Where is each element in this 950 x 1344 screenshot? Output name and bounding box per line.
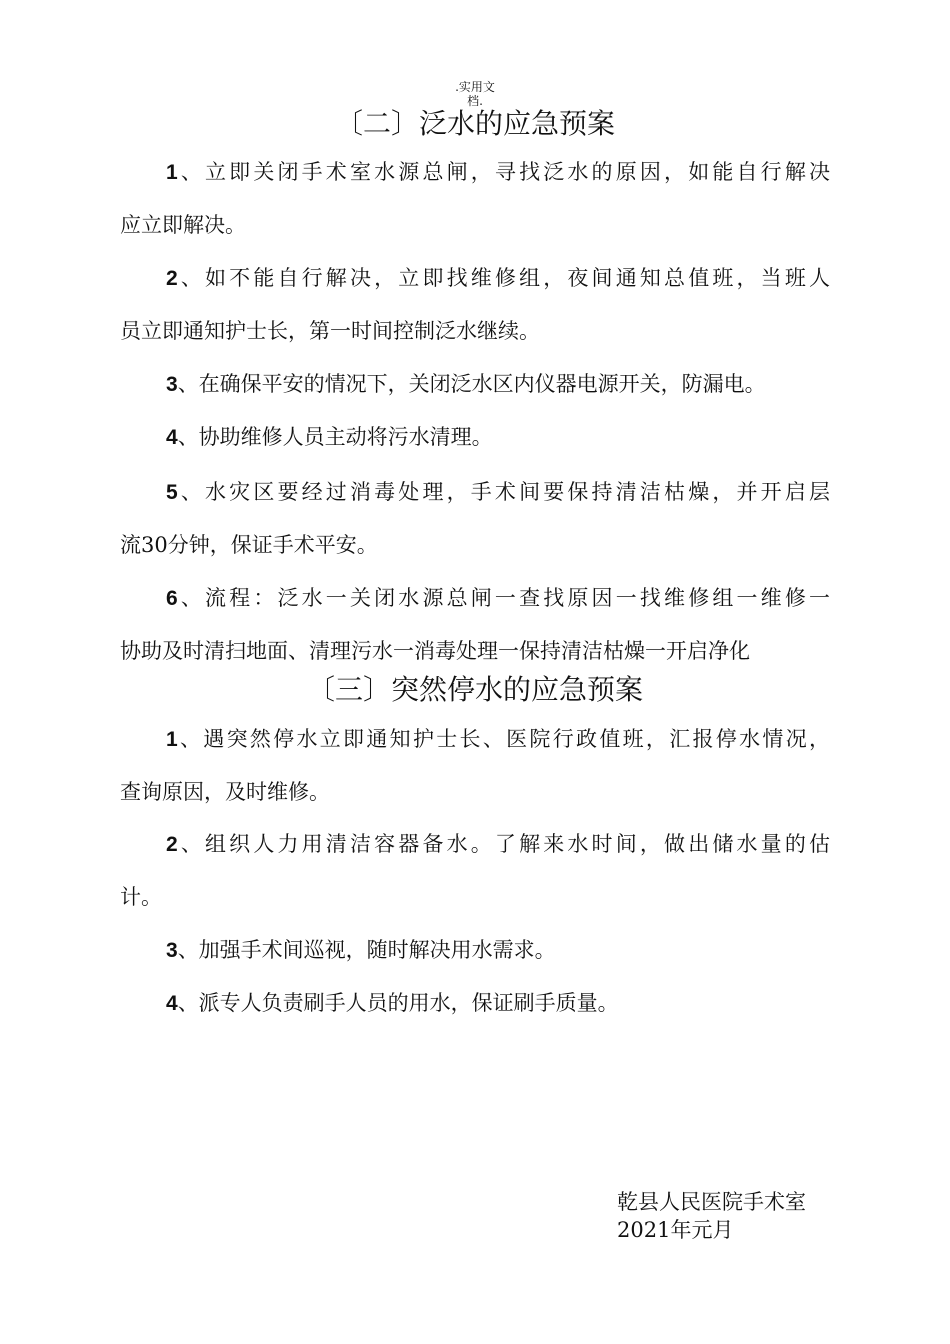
list-item: 3、加强手术间巡视，随时解决用水需求。 — [166, 938, 556, 962]
list-item: 2、组织人力用清洁容器备水。了解来水时间，做出储水量的估 计。 — [120, 832, 830, 909]
signature-date: 2021年元月 — [617, 1218, 734, 1242]
list-item: 6、流程：泛水一关闭水源总闸一查找原因一找维修组一维修一 协助及时清扫地面、清理污水一消毒处理一保持清洁枯燥一开启净化 — [120, 586, 830, 663]
list-item: 2、如不能自行解决，立即找维修组，夜间通知总值班，当班人 员立即通知护士长，第一时间控制泛水继续。 — [120, 266, 830, 343]
list-item: 4、派专人负责刷手人员的用水，保证刷手质量。 — [166, 991, 619, 1015]
signature-block — [617, 1188, 806, 1244]
list-item: 3、在确保平安的情况下，关闭泛水区内仪器电源开关，防漏电。 — [166, 372, 766, 396]
header-line-2: 档. — [467, 94, 483, 108]
section-title-flooding: 〔二〕泛水的应急预案 — [334, 107, 615, 140]
list-item: 4、协助维修人员主动将污水清理。 — [166, 425, 493, 449]
section-title-water-outage: 〔三〕突然停水的应急预案 — [306, 673, 643, 706]
list-item: 1、立即关闭手术室水源总闸，寻找泛水的原因，如能自行解决 应立即解决。 — [120, 160, 830, 237]
list-item: 5、水灾区要经过消毒处理，手术间要保持清洁枯燥，并开启层 流30分钟，保证手术平安。 — [120, 480, 830, 557]
signature-org: 乾县人民医院手术室 — [617, 1190, 806, 1214]
header-line-1: .实用文 — [455, 80, 495, 94]
list-item: 1、遇突然停水立即通知护士长、医院行政值班，汇报停水情况， 查询原因，及时维修。 — [120, 727, 830, 804]
